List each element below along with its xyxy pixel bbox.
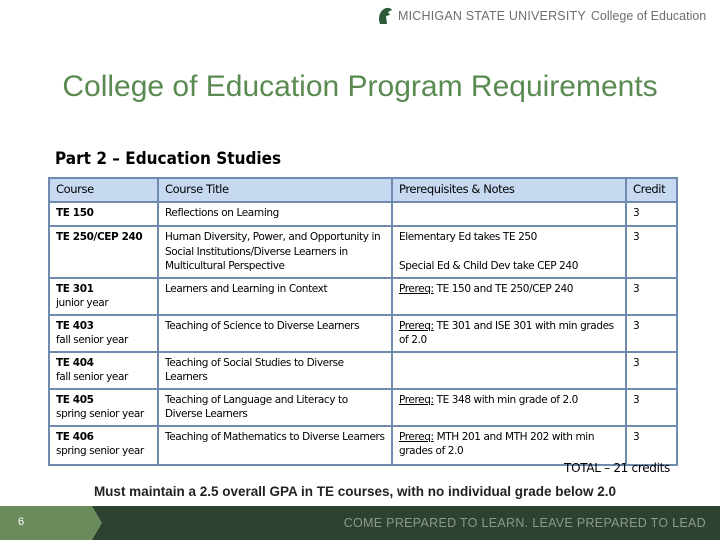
course-cell xyxy=(49,226,158,278)
prereq-cell xyxy=(392,278,626,315)
course-timing: fall senior year xyxy=(56,371,128,383)
prereq-text: TE 301 and ISE 301 with min grades of 2.0 xyxy=(399,319,614,346)
course-title: Teaching of Social Studies to Diverse Learners xyxy=(158,352,392,389)
logo-college: College of Education xyxy=(590,9,707,23)
course-timing: spring senior year xyxy=(56,445,144,457)
table-row xyxy=(49,202,677,226)
table-row xyxy=(49,278,677,315)
course-timing: junior year xyxy=(56,297,109,309)
course-title: Human Diversity, Power, and Opportunity in Social Institutions/Diverse Learners in Multicultural Perspective xyxy=(158,226,392,278)
footer-bar xyxy=(0,506,720,540)
course-title: Teaching of Science to Diverse Learners xyxy=(158,315,392,352)
course-cell xyxy=(49,352,158,389)
course-cell xyxy=(49,315,158,352)
total-credits: TOTAL – 21 credits xyxy=(564,461,670,475)
spartan-helmet-icon xyxy=(377,7,393,25)
section-subtitle: Part 2 – Education Studies xyxy=(55,149,282,169)
course-code: TE 403 xyxy=(56,319,94,332)
prereq-label: Prereq: xyxy=(399,282,434,295)
prereq-cell xyxy=(392,226,626,278)
table-row xyxy=(49,315,677,352)
credit-cell: 3 xyxy=(626,278,677,315)
header-prereq: Prerequisites & Notes xyxy=(392,178,626,202)
course-code: TE 405 xyxy=(56,393,94,406)
table-row xyxy=(49,426,677,465)
table-row xyxy=(49,352,677,389)
gpa-note: Must maintain a 2.5 overall GPA in TE courses, with no individual grade below 2.0 xyxy=(93,484,617,499)
prereq-label: Prereq: xyxy=(399,430,434,443)
requirements-table xyxy=(48,177,678,466)
prereq-cell xyxy=(392,426,626,465)
prereq-text: Elementary Ed takes TE 250 xyxy=(399,231,537,243)
prereq-label: Prereq: xyxy=(399,393,434,406)
header-course: Course xyxy=(49,178,158,202)
page-number: 6 xyxy=(18,516,25,528)
prereq-text: TE 150 and TE 250/CEP 240 xyxy=(433,282,574,295)
course-title: Reflections on Learning xyxy=(158,202,392,226)
course-cell xyxy=(49,202,158,226)
footer-page-block xyxy=(0,506,92,540)
course-code: TE 150 xyxy=(56,207,94,219)
prereq-label: Prereq: xyxy=(399,319,434,332)
prereq-note: Special Ed & Child Dev take CEP 240 xyxy=(399,259,578,272)
course-title: Teaching of Language and Literacy to Diverse Learners xyxy=(158,389,392,426)
credit-cell: 3 xyxy=(626,315,677,352)
prereq-cell xyxy=(392,352,626,389)
prereq-cell xyxy=(392,315,626,352)
prereq-text: TE 348 with min grade of 2.0 xyxy=(433,393,578,406)
course-code: TE 406 xyxy=(56,430,94,443)
course-cell xyxy=(49,426,158,465)
course-timing: fall senior year xyxy=(56,334,128,346)
table-header-row xyxy=(49,178,677,202)
course-cell xyxy=(49,389,158,426)
course-title: Teaching of Mathematics to Diverse Learners xyxy=(158,426,392,465)
prereq-text: MTH 201 and MTH 202 with min grades of 2.0 xyxy=(399,430,595,457)
logo-university: MICHIGAN STATE UNIVERSITY xyxy=(398,9,586,23)
credit-cell: 3 xyxy=(626,202,677,226)
chevron-right-icon xyxy=(92,506,102,540)
header-title: Course Title xyxy=(158,178,392,202)
footer-tagline: COME PREPARED TO LEARN. LEAVE PREPARED TO LEAD xyxy=(343,516,706,530)
prereq-cell xyxy=(392,202,626,226)
credit-cell: 3 xyxy=(626,352,677,389)
course-timing: spring senior year xyxy=(56,408,144,420)
msu-logo xyxy=(377,7,706,25)
credit-cell: 3 xyxy=(626,226,677,278)
course-cell xyxy=(49,278,158,315)
header-credit: Credit xyxy=(626,178,677,202)
table-row xyxy=(49,226,677,278)
course-code: TE 301 xyxy=(56,282,94,295)
course-code: TE 404 xyxy=(56,356,94,369)
prereq-cell xyxy=(392,389,626,426)
course-code: TE 250/CEP 240 xyxy=(56,231,143,243)
credit-cell: 3 xyxy=(626,389,677,426)
table-row xyxy=(49,389,677,426)
course-title: Learners and Learning in Context xyxy=(158,278,392,315)
page-title: College of Education Program Requirements xyxy=(62,70,658,103)
credit-cell: 3 xyxy=(626,426,677,465)
